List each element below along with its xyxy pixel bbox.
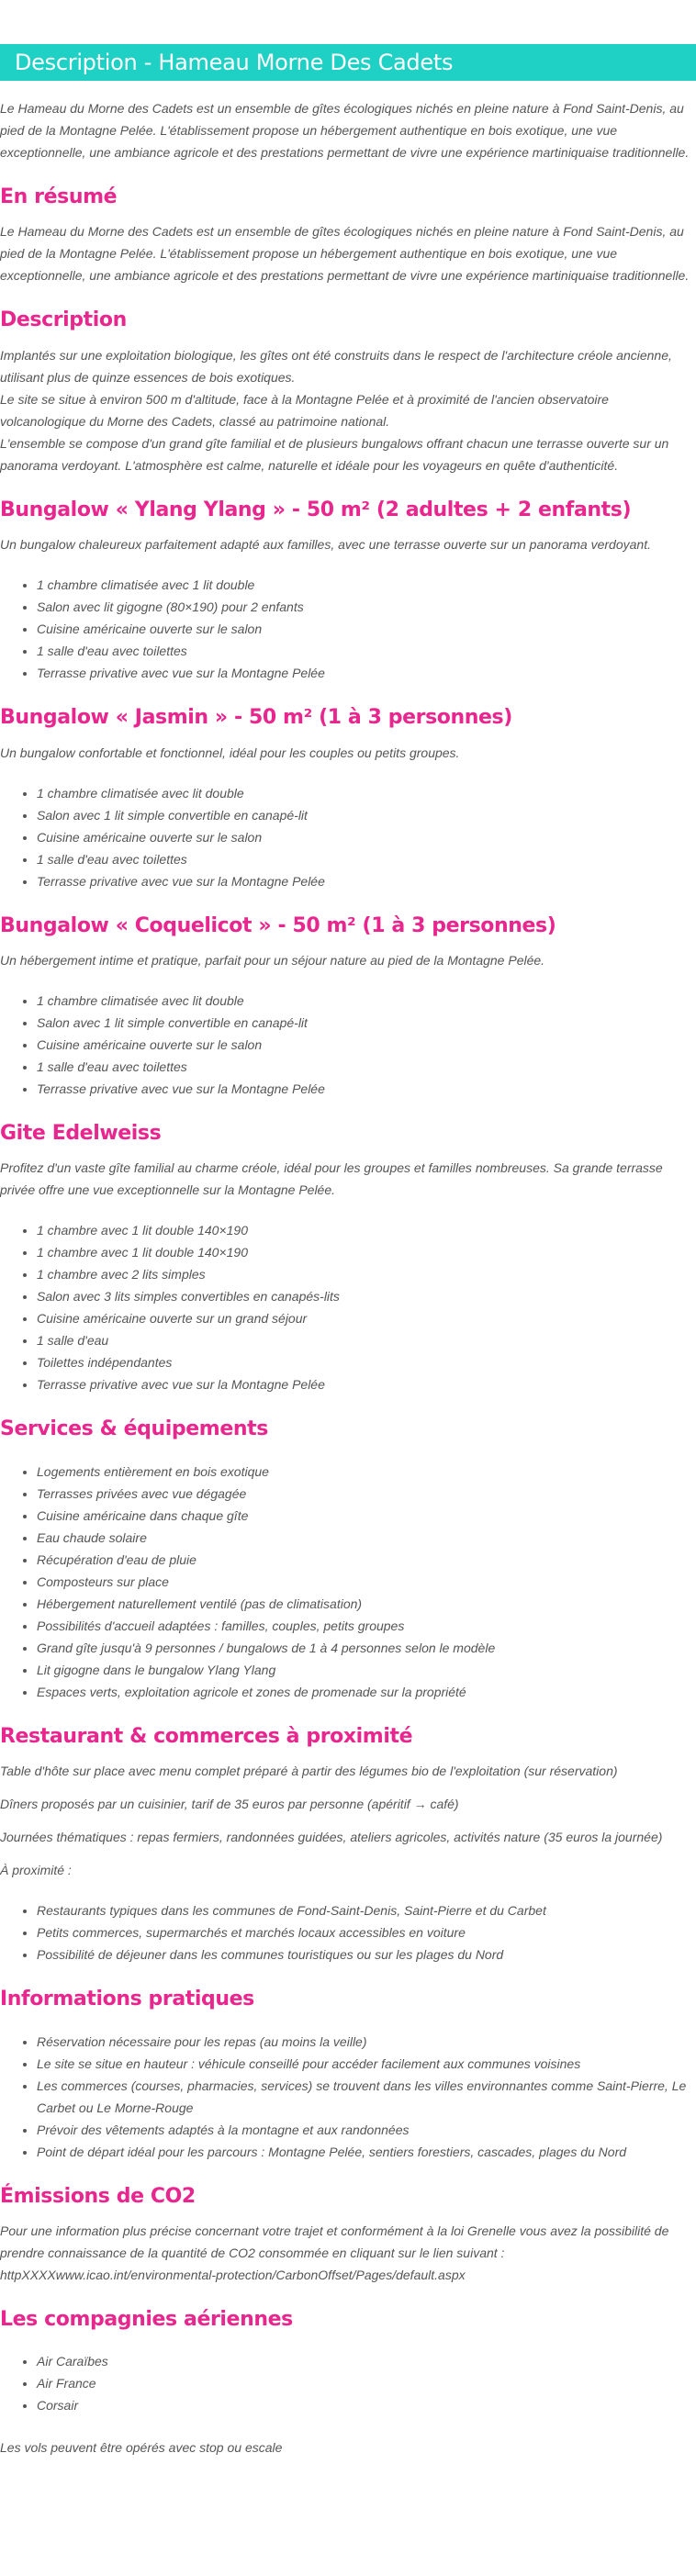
airlines-note: Les vols peuvent être opérés avec stop ou escale <box>0 2440 283 2456</box>
ylang-list <box>0 574 694 684</box>
list-item: • Terrasse privative avec vue sur la Montagne Pelée <box>37 662 694 684</box>
description-line: L'ensemble se compose d'un grand gîte familial et de plusieurs bungalows offrant chacun une terrasse ouverte sur un panorama verdoyant. L'atmosphère est calme, naturelle et idéale pour les voyageurs en quête d'authenticité. <box>0 435 669 473</box>
list-item: • 1 chambre avec 2 lits simples <box>37 1263 694 1285</box>
restaurant-paragraph: À proximité : <box>0 1863 72 1878</box>
edelweiss-heading: Gite Edelweiss <box>0 1121 162 1145</box>
jasmin-heading: Bungalow « Jasmin » - 50 m² (1 à 3 personnes) <box>0 706 512 730</box>
list-item: • Salon avec 1 lit simple convertible en canapé-lit <box>37 1012 694 1034</box>
list-item: • Air France <box>37 2372 694 2394</box>
list-item: • Terrasse privative avec vue sur la Montagne Pelée <box>37 870 694 892</box>
coquelicot-heading: Bungalow « Coquelicot » - 50 m² (1 à 3 personnes) <box>0 913 556 937</box>
list-item: • Hébergement naturellement ventilé (pas de climatisation) <box>37 1593 694 1615</box>
coquelicot-text: Un hébergement intime et pratique, parfait pour un séjour nature au pied de la Montagne Pelée. <box>0 952 545 968</box>
description-section <box>0 308 694 476</box>
list-item: • Grand gîte jusqu'à 9 personnes / bungalows de 1 à 4 personnes selon le modèle <box>37 1637 694 1659</box>
coquelicot-list <box>0 990 694 1100</box>
list-item: • 1 salle d'eau avec toilettes <box>37 1056 694 1078</box>
ylang-section <box>0 498 694 684</box>
jasmin-list <box>0 782 694 892</box>
list-item: • Prévoir des vêtements adaptés à la montagne et aux randonnées <box>37 2119 694 2141</box>
list-item: • Point de départ idéal pour les parcours : Montagne Pelée, sentiers forestiers, cascades, plages du Nord <box>37 2141 694 2163</box>
edelweiss-text: Profitez d'un vaste gîte familial au charme créole, idéal pour les groupes et familles nombreuses. Sa grande terrasse privée offre une vue exceptionnelle sur la Montagne Pelée. <box>0 1160 663 1198</box>
list-item: • 1 chambre avec 1 lit double 140×190 <box>37 1219 694 1241</box>
co2-section <box>0 2185 694 2286</box>
list-item: • Cuisine américaine ouverte sur le salon <box>37 1034 694 1056</box>
list-item: • Cuisine américaine dans chaque gîte <box>37 1505 694 1527</box>
restaurant-list <box>0 1899 694 1966</box>
list-item: • Réservation nécessaire pour les repas (au moins la veille) <box>37 2031 694 2053</box>
list-item: • Terrasse privative avec vue sur la Montagne Pelée <box>37 1078 694 1100</box>
airlines-section <box>0 2308 694 2458</box>
intro-text: Le Hameau du Morne des Cadets est un ensemble de gîtes écologiques nichés en pleine nature à Fond Saint-Denis, au pied de la Montagne Pelée. L'établissement propose un hébergement authentique en bois exotique, une vue exceptionnelle, une ambiance agricole et des prestations permettant de vivre une expérience martiniquaise traditionnelle. <box>0 101 690 160</box>
list-item: • 1 salle d'eau avec toilettes <box>37 640 694 662</box>
restaurant-section <box>0 1725 694 1966</box>
list-item: • Terrasse privative avec vue sur la Montagne Pelée <box>37 1373 694 1395</box>
description-line: Implantés sur une exploitation biologique, les gîtes ont été construits dans le respect de l'architecture créole ancienne, utilisant plus de quinze essences de bois exotiques. <box>0 347 672 385</box>
infos-heading: Informations pratiques <box>0 1988 254 2011</box>
co2-heading: Émissions de CO2 <box>0 2184 196 2208</box>
list-item: • Cuisine américaine ouverte sur le salon <box>37 826 694 848</box>
page-title: Description - Hameau Morne Des Cadets <box>15 50 454 75</box>
content <box>0 97 696 2458</box>
list-item: • Terrasses privées avec vue dégagée <box>37 1483 694 1505</box>
restaurant-paragraph: Table d'hôte sur place avec menu complet préparé à partir des légumes bio de l'exploitation (sur réservation) <box>0 1764 618 1779</box>
list-item: • 1 chambre climatisée avec 1 lit double <box>37 574 694 596</box>
list-item: • Toilettes indépendantes <box>37 1351 694 1373</box>
summary-section <box>0 185 694 286</box>
list-item: • Eau chaude solaire <box>37 1527 694 1549</box>
summary-heading: En résumé <box>0 185 118 208</box>
summary-text: Le Hameau du Morne des Cadets est un ensemble de gîtes écologiques nichés en pleine nature à Fond Saint-Denis, au pied de la Montagne Pelée. L'établissement propose un hébergement authentique en bois exotique, une vue exceptionnelle, une ambiance agricole et des prestations permettant de vivre une expérience martiniquaise traditionnelle. <box>0 224 690 284</box>
list-item: • 1 chambre climatisée avec lit double <box>37 990 694 1012</box>
list-item: • Petits commerces, supermarchés et marchés locaux accessibles en voiture <box>37 1921 694 1943</box>
co2-text: Pour une information plus précise concernant votre trajet et conformément à la loi Grenelle vous avez la possibilité de prendre connaissance de la quantité de CO2 consommée en cliquant sur le lien suivant : httpXXXXwww.icao.int/environmental-protection/CarbonOffset/Pages/default.aspx <box>0 2223 669 2282</box>
services-heading: Services & équipements <box>0 1417 268 1441</box>
jasmin-text: Un bungalow confortable et fonctionnel, idéal pour les couples ou petits groupes. <box>0 745 460 760</box>
list-item: • Salon avec 1 lit simple convertible en canapé-lit <box>37 804 694 826</box>
jasmin-section <box>0 706 694 891</box>
airlines-list <box>0 2350 694 2416</box>
list-item: • Logements entièrement en bois exotique <box>37 1461 694 1483</box>
list-item: • Cuisine américaine ouverte sur le salon <box>37 618 694 640</box>
list-item: • 1 salle d'eau <box>37 1329 694 1351</box>
restaurant-heading: Restaurant & commerces à proximité <box>0 1724 413 1748</box>
list-item: • Le site se situe en hauteur : véhicule conseillé pour accéder facilement aux communes voisines <box>37 2053 694 2075</box>
coquelicot-section <box>0 914 694 1100</box>
infos-list <box>0 2031 694 2163</box>
list-item: • Lit gigogne dans le bungalow Ylang Ylang <box>37 1659 694 1681</box>
list-item: • Les commerces (courses, pharmacies, services) se trouvent dans les villes environnantes comme Saint-Pierre, Le Carbet ou Le Morne-Rouge <box>37 2075 694 2119</box>
list-item: • Récupération d'eau de pluie <box>37 1549 694 1571</box>
list-item: • 1 chambre avec 1 lit double 140×190 <box>37 1241 694 1263</box>
infos-section <box>0 1988 694 2162</box>
ylang-heading: Bungalow « Ylang Ylang » - 50 m² (2 adultes + 2 enfants) <box>0 498 632 521</box>
restaurant-paragraph: Dîners proposés par un cuisinier, tarif de 35 euros par personne (apéritif → café) <box>0 1797 459 1812</box>
title-banner <box>0 44 696 81</box>
list-item: • Composteurs sur place <box>37 1571 694 1593</box>
list-item: • Salon avec lit gigogne (80×190) pour 2 enfants <box>37 596 694 618</box>
list-item: • Possibilités d'accueil adaptées : familles, couples, petits groupes <box>37 1615 694 1637</box>
restaurant-paragraph: Journées thématiques : repas fermiers, randonnées guidées, ateliers agricoles, activités nature (35 euros la journée) <box>0 1830 663 1845</box>
list-item: • 1 salle d'eau avec toilettes <box>37 848 694 870</box>
list-item: • Cuisine américaine ouverte sur un grand séjour <box>37 1307 694 1329</box>
list-item: • Corsair <box>37 2394 694 2416</box>
list-item: • Salon avec 3 lits simples convertibles en canapés-lits <box>37 1285 694 1307</box>
list-item: • 1 chambre climatisée avec lit double <box>37 782 694 804</box>
edelweiss-list <box>0 1219 694 1395</box>
edelweiss-section <box>0 1122 694 1395</box>
description-heading: Description <box>0 308 127 332</box>
airlines-heading: Les compagnies aériennes <box>0 2307 293 2331</box>
services-list <box>0 1461 694 1703</box>
list-item: • Air Caraïbes <box>37 2350 694 2372</box>
services-section <box>0 1417 694 1702</box>
ylang-text: Un bungalow chaleureux parfaitement adapté aux familles, avec une terrasse ouverte sur un panorama verdoyant. <box>0 537 651 553</box>
list-item: • Restaurants typiques dans les communes de Fond-Saint-Denis, Saint-Pierre et du Carbet <box>37 1899 694 1921</box>
description-line: Le site se situe à environ 500 m d'altitude, face à la Montagne Pelée et à proximité de l'ancien observatoire volcanologique du Morne des Cadets, classé au patrimoine national. <box>0 391 609 429</box>
list-item: • Espaces verts, exploitation agricole et zones de promenade sur la propriété <box>37 1681 694 1703</box>
list-item: • Possibilité de déjeuner dans les communes touristiques ou sur les plages du Nord <box>37 1943 694 1966</box>
